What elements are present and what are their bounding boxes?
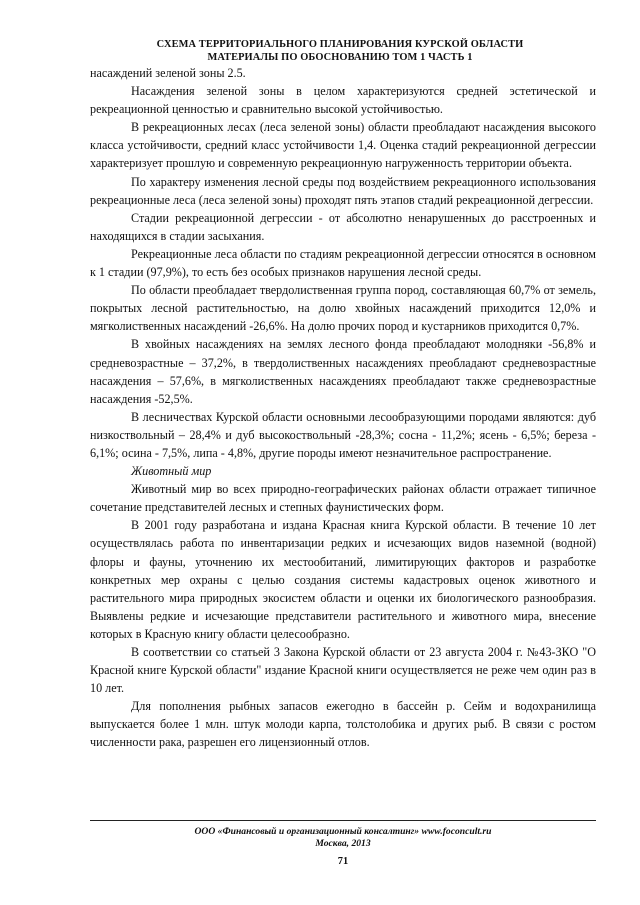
paragraph: насаждений зеленой зоны 2.5. [90, 66, 246, 80]
paragraph: В соответствии со статьей 3 Закона Курской области от 23 августа 2004 г. №43-ЗКО "О Красной книге Курской области" издание Красной книги осуществляется не реже чем один раз в 10 лет. [90, 645, 596, 696]
paragraph: В лесничествах Курской области основными лесообразующими породами являются: дуб низкоствольный – 28,4% и дуб высокоствольный -28,3%; сосна - 11,2%; ясень - 6,5%; береза - 6,1%; осина - 7,5%, липа - 4,8%, другие породы имеют незначительное распространение. [90, 409, 596, 460]
header-title: СХЕМА ТЕРРИТОРИАЛЬНОГО ПЛАНИРОВАНИЯ КУРСКОЙ ОБЛАСТИ [156, 39, 524, 50]
paragraph: Насаждения зеленой зоны в целом характеризуются средней эстетической и рекреационной ценностью и сравнительно высокой устойчивостью. [90, 84, 596, 117]
page-footer [90, 826, 596, 850]
paragraph: По характеру изменения лесной среды под воздействием рекреационного использования рекреационные леса (леса зеленой зоны) проходят пять этапов стадий рекреационной дегрессии. [90, 174, 596, 207]
paragraph: Животный мир во всех природно-географических районах области отражает типичное сочетание представителей лесных и степных фаунистических форм. [90, 482, 596, 515]
document-body [90, 64, 596, 752]
paragraph: По области преобладает твердолиственная группа пород, составляющая 60,7% от земель, покрытых лесной растительностью, на долю хвойных насаждений приходится 12,0% и мягколиственных насаждений -26,6%. На долю прочих пород и кустарников приходится 0,7%. [90, 283, 596, 334]
footer-company: ООО «Финансовый и организационный консалтинг» www.foconcult.ru [194, 826, 492, 837]
header-subtitle: МАТЕРИАЛЫ ПО ОБОСНОВАНИЮ ТОМ 1 ЧАСТЬ 1 [207, 52, 473, 63]
footer-city-year: Москва, 2013 [315, 838, 371, 849]
paragraph: Для пополнения рыбных запасов ежегодно в бассейн р. Сейм и водохранилища выпускается более 1 млн. штук молоди карпа, толстолобика и других рыб. В связи с ростом численности рака, разрешен его лицензионный отлов. [90, 699, 596, 750]
footer-divider [90, 820, 596, 821]
paragraph: В хвойных насаждениях на землях лесного фонда преобладают молодняки -56,8% и средневозрастные – 37,2%, в твердолиственных насаждениях преобладают средневозрастные насаждения – 57,6%, в мягколиственных насаждениях преобладают также средневозрастные насаждения -52,5%. [90, 337, 596, 406]
section-heading: Животный мир [131, 464, 212, 479]
paragraph: В рекреационных лесах (леса зеленой зоны) области преобладают насаждения высокого класса устойчивости, средний класс устойчивости 1,4. Оценка стадий рекреационной дегрессии характеризует прошлую и современную рекреационную нагруженность территории объекта. [90, 120, 596, 171]
page-header [90, 38, 590, 64]
paragraph: Стадии рекреационной дегрессии - от абсолютно ненарушенных до расстроенных и находящихся в стадии засыхания. [90, 210, 596, 243]
paragraph: В 2001 году разработана и издана Красная книга Курской области. В течение 10 лет осуществлялась работа по инвентаризации редких и исчезающих видов наземной (водной) флоры и фауны, уточнению их местообитаний, лимитирующих факторов и разработке конкретных мер охраны с целью создания системы кадастровых оценок животного и растительного мира природных экосистем области и оценки их биологического разнообразия. Выявлены редкие и исчезающие представители растительного и животного мира, внесение которых в Красную книгу области целесообразно. [90, 518, 596, 641]
page-number: 71 [337, 856, 349, 867]
paragraph: Рекреационные леса области по стадиям рекреационной дегрессии относятся в основном к 1 стадии (97,9%), то есть без особых признаков нарушения лесной среды. [90, 246, 596, 280]
